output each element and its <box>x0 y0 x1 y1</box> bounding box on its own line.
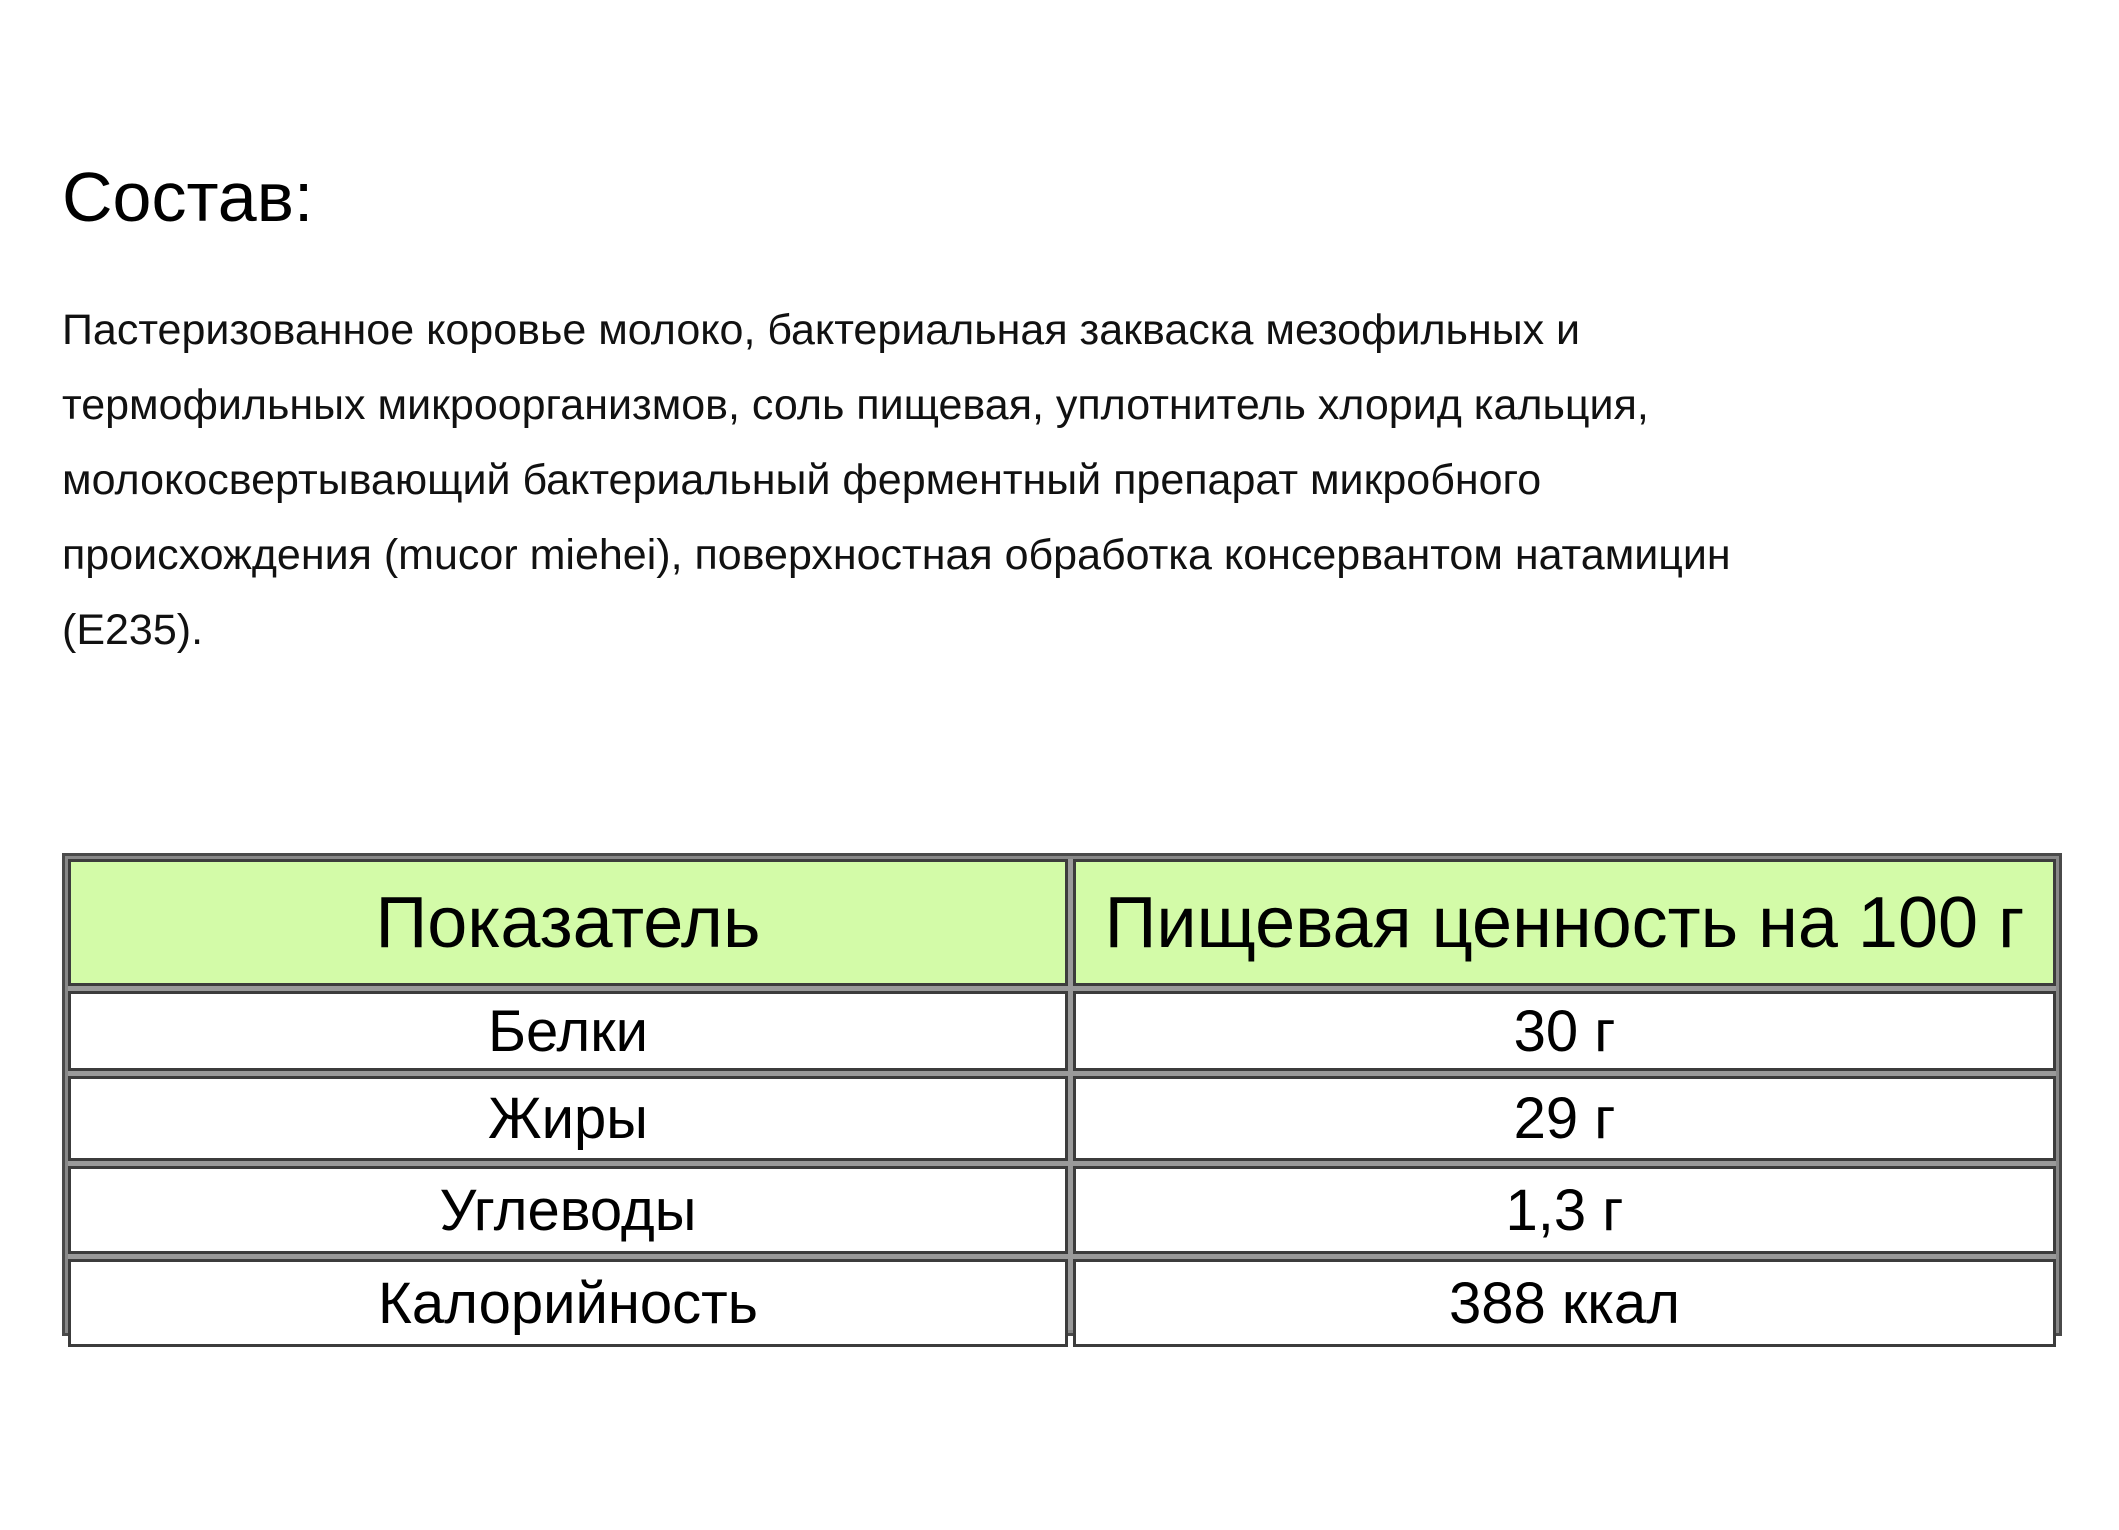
header-indicator: Показатель <box>68 859 1068 986</box>
composition-line: происхождения (mucor miehei), поверхностная обработка консервантом натамицин <box>62 531 1731 579</box>
row-label-protein: Белки <box>68 991 1068 1071</box>
nutrition-table <box>62 853 2062 1336</box>
composition-text <box>62 293 2042 668</box>
row-value-fat: 29 г <box>1073 1076 2056 1161</box>
row-label-fat: Жиры <box>68 1076 1068 1161</box>
composition-line: термофильных микроорганизмов, соль пищевая, уплотнитель хлорид кальция, <box>62 381 1649 429</box>
page-title: Состав: <box>62 158 314 236</box>
header-nutritional-value: Пищевая ценность на 100 г <box>1073 859 2056 986</box>
nutrition-table-grid <box>68 859 2056 1336</box>
composition-line: (Е235). <box>62 606 204 654</box>
composition-line: Пастеризованное коровье молоко, бактериальная закваска мезофильных и <box>62 306 1581 354</box>
row-label-carbs: Углеводы <box>68 1166 1068 1254</box>
row-value-calories: 388 ккал <box>1073 1259 2056 1347</box>
row-value-protein: 30 г <box>1073 991 2056 1071</box>
row-label-calories: Калорийность <box>68 1259 1068 1347</box>
composition-line: молокосвертывающий бактериальный ферментный препарат микробного <box>62 456 1542 504</box>
row-value-carbs: 1,3 г <box>1073 1166 2056 1254</box>
